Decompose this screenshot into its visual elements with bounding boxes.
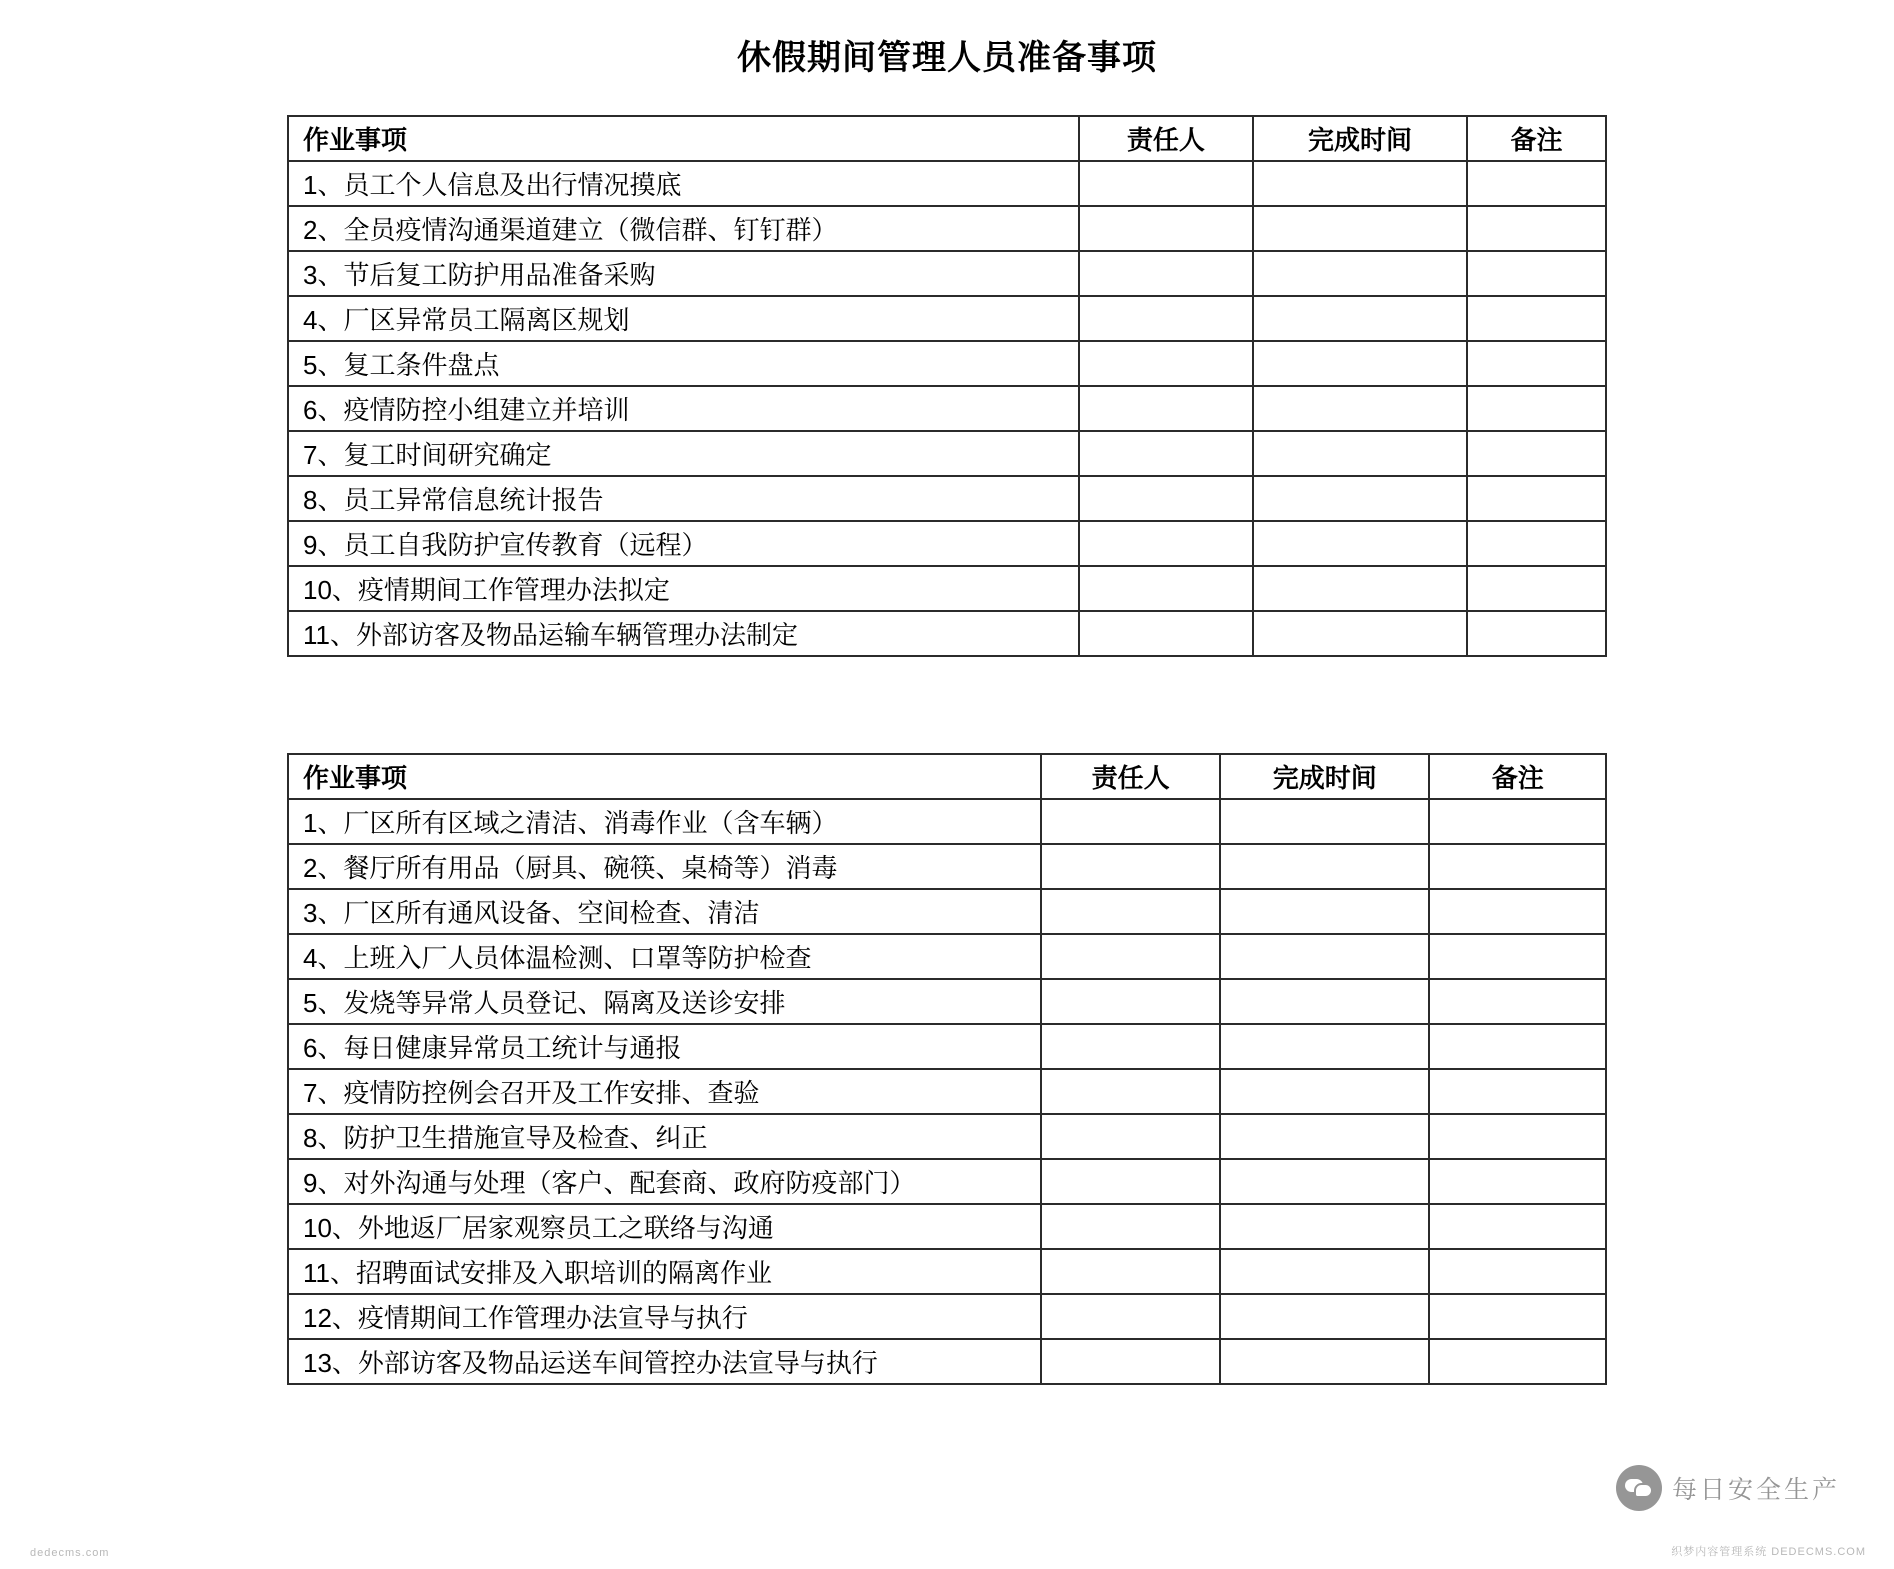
person-cell[interactable]: [1079, 431, 1253, 476]
table-row: [288, 611, 1606, 656]
task-item: 2、全员疫情沟通渠道建立（微信群、钉钉群）: [288, 206, 1079, 251]
table-row: [288, 431, 1606, 476]
person-cell[interactable]: [1041, 1069, 1220, 1114]
task-item: 3、节后复工防护用品准备采购: [288, 251, 1079, 296]
table-row: [288, 889, 1606, 934]
watermark-label: 每日安全生产: [1671, 1476, 1840, 1504]
table-row: [288, 251, 1606, 296]
note-cell[interactable]: [1429, 1339, 1606, 1384]
note-cell[interactable]: [1429, 1114, 1606, 1159]
note-cell[interactable]: [1467, 611, 1606, 656]
column-header-item: 作业事项: [288, 116, 1079, 161]
time-cell[interactable]: [1253, 251, 1467, 296]
task-item: 12、疫情期间工作管理办法宣导与执行: [288, 1294, 1041, 1339]
footer-right-text: 织梦内容管理系统 DEDECMS.COM: [1671, 1545, 1866, 1558]
column-header-time: 完成时间: [1220, 754, 1429, 799]
person-cell[interactable]: [1041, 1159, 1220, 1204]
note-cell[interactable]: [1467, 431, 1606, 476]
table-row: [288, 296, 1606, 341]
person-cell[interactable]: [1041, 1024, 1220, 1069]
table-row: [288, 979, 1606, 1024]
table-row: [288, 386, 1606, 431]
task-item: 3、厂区所有通风设备、空间检查、清洁: [288, 889, 1041, 934]
table-row: [288, 341, 1606, 386]
table-row: [288, 1204, 1606, 1249]
note-cell[interactable]: [1429, 1294, 1606, 1339]
task-item: 4、上班入厂人员体温检测、口罩等防护检查: [288, 934, 1041, 979]
task-item: 10、外地返厂居家观察员工之联络与沟通: [288, 1204, 1041, 1249]
person-cell[interactable]: [1079, 341, 1253, 386]
time-cell[interactable]: [1253, 386, 1467, 431]
time-cell[interactable]: [1253, 341, 1467, 386]
task-item: 11、外部访客及物品运输车辆管理办法制定: [288, 611, 1079, 656]
task-item: 4、厂区异常员工隔离区规划: [288, 296, 1079, 341]
person-cell[interactable]: [1079, 206, 1253, 251]
table-row: [288, 1249, 1606, 1294]
note-cell[interactable]: [1467, 206, 1606, 251]
note-cell[interactable]: [1429, 844, 1606, 889]
column-header-note: 备注: [1467, 116, 1606, 161]
time-cell[interactable]: [1220, 934, 1429, 979]
person-cell[interactable]: [1041, 1114, 1220, 1159]
note-cell[interactable]: [1429, 979, 1606, 1024]
person-cell[interactable]: [1041, 889, 1220, 934]
watermark: [1616, 1465, 1840, 1511]
person-cell[interactable]: [1079, 251, 1253, 296]
time-cell[interactable]: [1220, 1024, 1429, 1069]
person-cell[interactable]: [1041, 1339, 1220, 1384]
person-cell[interactable]: [1041, 799, 1220, 844]
table-row: [288, 934, 1606, 979]
note-cell[interactable]: [1467, 566, 1606, 611]
note-cell[interactable]: [1429, 889, 1606, 934]
time-cell[interactable]: [1220, 1159, 1429, 1204]
person-cell[interactable]: [1041, 1249, 1220, 1294]
column-header-person: 责任人: [1079, 116, 1253, 161]
person-cell[interactable]: [1041, 979, 1220, 1024]
table-header-row: [288, 116, 1606, 161]
time-cell[interactable]: [1220, 1294, 1429, 1339]
operations-table-body: [288, 799, 1606, 1384]
person-cell[interactable]: [1041, 844, 1220, 889]
task-item: 6、疫情防控小组建立并培训: [288, 386, 1079, 431]
note-cell[interactable]: [1429, 934, 1606, 979]
column-header-note: 备注: [1429, 754, 1606, 799]
task-item: 10、疫情期间工作管理办法拟定: [288, 566, 1079, 611]
column-header-person: 责任人: [1041, 754, 1220, 799]
table-row: [288, 844, 1606, 889]
table-block-operations: [287, 753, 1607, 1385]
note-cell[interactable]: [1467, 341, 1606, 386]
person-cell[interactable]: [1079, 566, 1253, 611]
time-cell[interactable]: [1220, 1339, 1429, 1384]
task-item: 11、招聘面试安排及入职培训的隔离作业: [288, 1249, 1041, 1294]
time-cell[interactable]: [1220, 979, 1429, 1024]
person-cell[interactable]: [1079, 521, 1253, 566]
time-cell[interactable]: [1220, 1114, 1429, 1159]
time-cell[interactable]: [1220, 1249, 1429, 1294]
table-row: [288, 206, 1606, 251]
person-cell[interactable]: [1079, 386, 1253, 431]
task-item: 6、每日健康异常员工统计与通报: [288, 1024, 1041, 1069]
task-item: 5、复工条件盘点: [288, 341, 1079, 386]
note-cell[interactable]: [1467, 161, 1606, 206]
time-cell[interactable]: [1253, 206, 1467, 251]
task-item: 8、员工异常信息统计报告: [288, 476, 1079, 521]
time-cell[interactable]: [1220, 1204, 1429, 1249]
table-header-row: [288, 754, 1606, 799]
task-item: 1、厂区所有区域之清洁、消毒作业（含车辆）: [288, 799, 1041, 844]
person-cell[interactable]: [1079, 476, 1253, 521]
person-cell[interactable]: [1041, 1294, 1220, 1339]
time-cell[interactable]: [1253, 566, 1467, 611]
task-item: 7、疫情防控例会召开及工作安排、查验: [288, 1069, 1041, 1114]
task-item: 7、复工时间研究确定: [288, 431, 1079, 476]
table-block-preparation: [287, 115, 1607, 657]
wechat-icon: [1616, 1465, 1662, 1511]
time-cell[interactable]: [1253, 431, 1467, 476]
operations-table: [287, 753, 1607, 1385]
person-cell[interactable]: [1041, 934, 1220, 979]
time-cell[interactable]: [1220, 889, 1429, 934]
column-header-time: 完成时间: [1253, 116, 1467, 161]
person-cell[interactable]: [1079, 296, 1253, 341]
table-row: [288, 1294, 1606, 1339]
preparation-table-body: [288, 161, 1606, 656]
table-row: [288, 476, 1606, 521]
task-item: 8、防护卫生措施宣导及检查、纠正: [288, 1114, 1041, 1159]
note-cell[interactable]: [1467, 521, 1606, 566]
person-cell[interactable]: [1079, 161, 1253, 206]
table-row: [288, 1114, 1606, 1159]
person-cell[interactable]: [1079, 611, 1253, 656]
task-item: 1、员工个人信息及出行情况摸底: [288, 161, 1079, 206]
time-cell[interactable]: [1253, 521, 1467, 566]
person-cell[interactable]: [1041, 1204, 1220, 1249]
note-cell[interactable]: [1429, 1249, 1606, 1294]
note-cell[interactable]: [1467, 386, 1606, 431]
note-cell[interactable]: [1429, 1159, 1606, 1204]
note-cell[interactable]: [1429, 1204, 1606, 1249]
note-cell[interactable]: [1467, 251, 1606, 296]
table-row: [288, 521, 1606, 566]
table-row: [288, 1024, 1606, 1069]
table-row: [288, 1339, 1606, 1384]
note-cell[interactable]: [1429, 1069, 1606, 1114]
table-row: [288, 1159, 1606, 1204]
table-row: [288, 799, 1606, 844]
footer-left-text: dedecms.com: [30, 1547, 110, 1559]
time-cell[interactable]: [1220, 1069, 1429, 1114]
note-cell[interactable]: [1429, 799, 1606, 844]
time-cell[interactable]: [1220, 799, 1429, 844]
time-cell[interactable]: [1253, 161, 1467, 206]
task-item: 9、对外沟通与处理（客户、配套商、政府防疫部门）: [288, 1159, 1041, 1204]
task-item: 5、发烧等异常人员登记、隔离及送诊安排: [288, 979, 1041, 1024]
time-cell[interactable]: [1253, 476, 1467, 521]
note-cell[interactable]: [1467, 296, 1606, 341]
time-cell[interactable]: [1253, 296, 1467, 341]
column-header-item: 作业事项: [288, 754, 1041, 799]
time-cell[interactable]: [1253, 611, 1467, 656]
preparation-table: [287, 115, 1607, 657]
table-row: [288, 161, 1606, 206]
table-row: [288, 1069, 1606, 1114]
time-cell[interactable]: [1220, 844, 1429, 889]
note-cell[interactable]: [1429, 1024, 1606, 1069]
table-row: [288, 566, 1606, 611]
task-item: 2、餐厅所有用品（厨具、碗筷、桌椅等）消毒: [288, 844, 1041, 889]
page-title: 休假期间管理人员准备事项: [737, 39, 1157, 77]
task-item: 13、外部访客及物品运送车间管控办法宣导与执行: [288, 1339, 1041, 1384]
task-item: 9、员工自我防护宣传教育（远程）: [288, 521, 1079, 566]
note-cell[interactable]: [1467, 476, 1606, 521]
